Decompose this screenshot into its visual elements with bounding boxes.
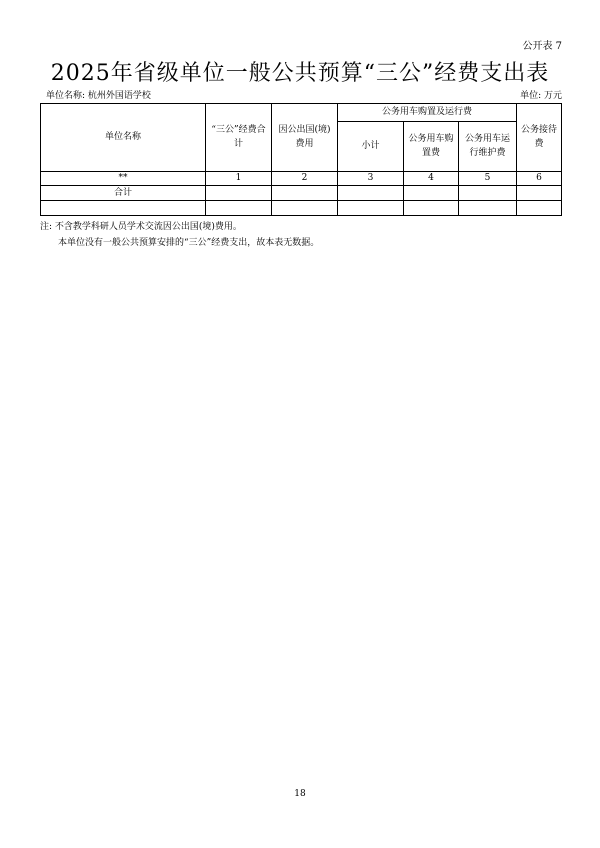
index-cell: 5 [459,172,517,186]
index-cell: 4 [404,172,459,186]
col-header-vehicle-purchase: 公务用车购置费 [404,122,459,172]
table-cell [272,201,338,216]
col-header-vehicle-group: 公务用车购置及运行费 [338,104,517,122]
empty-row [41,201,562,216]
table-cell [272,186,338,201]
col-header-sangong-total: “三公”经费合计 [206,104,272,172]
index-cell: 6 [517,172,562,186]
col-header-vehicle-operation: 公务用车运行维护费 [459,122,517,172]
total-row-label: 合计 [41,186,206,201]
col-header-reception: 公务接待费 [517,104,562,172]
index-cell: 3 [338,172,404,186]
table-cell [404,186,459,201]
note-line: 注: 不含教学科研人员学术交流因公出国(境)费用。 [40,222,242,232]
table-cell [206,201,272,216]
col-header-subtotal: 小计 [338,122,404,172]
page-title: 2025年省级单位一般公共预算“三公”经费支出表 [50,61,550,86]
unit-of-measure: 单位: 万元 [520,91,562,101]
page-number: 18 [294,789,306,799]
unit-name-label: 单位名称: 杭州外国语学校 [46,91,151,101]
header-row-1 [41,104,562,122]
table-cell [459,201,517,216]
index-cell: 1 [206,172,272,186]
total-row [41,186,562,201]
index-cell: ** [41,172,206,186]
table-cell [338,201,404,216]
budget-table [40,103,562,216]
table-cell [338,186,404,201]
index-cell: 2 [272,172,338,186]
table-cell [517,186,562,201]
col-header-unit-name: 单位名称 [41,104,206,172]
note-line: 本单位没有一般公共预算安排的“三公”经费支出，故本表无数据。 [58,238,320,248]
col-header-overseas: 因公出国(境)费用 [272,104,338,172]
form-code: 公开表 7 [522,41,562,52]
table-cell [206,186,272,201]
table-cell [41,201,206,216]
table-cell [404,201,459,216]
table-cell [517,201,562,216]
table-cell [459,186,517,201]
index-row [41,172,562,186]
